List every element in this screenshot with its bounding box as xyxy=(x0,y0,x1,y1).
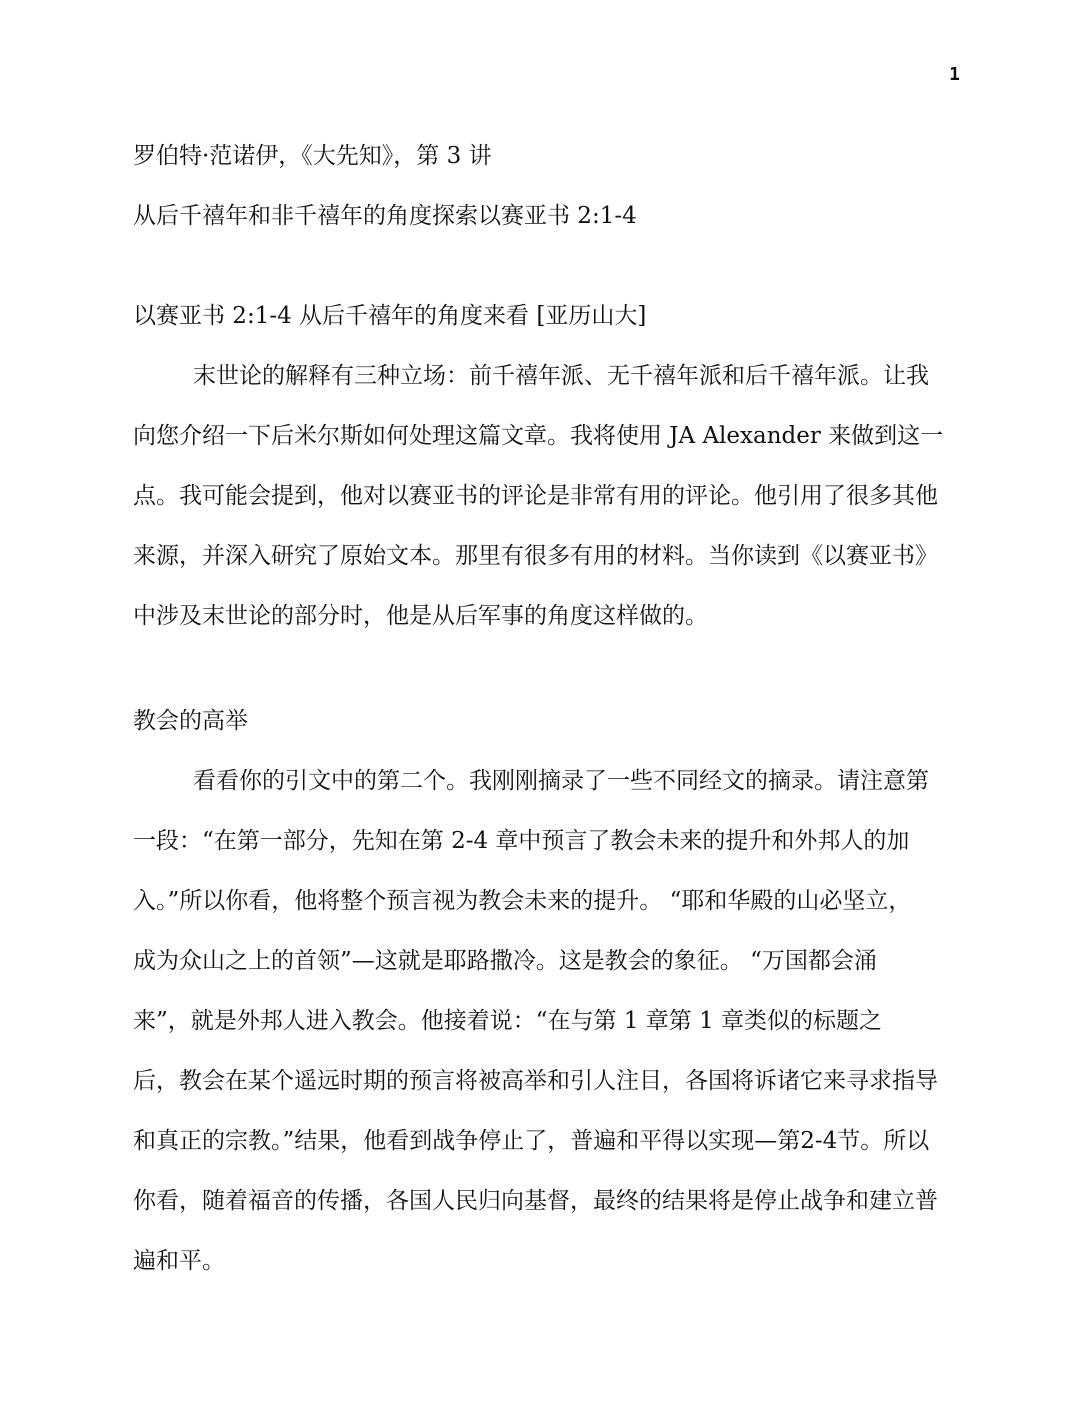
paragraph-line: 向您介绍一下后米尔斯如何处理这篇文章。我将使用 JA Alexander 来做到这一 xyxy=(133,423,944,449)
paragraph-line: 你看，随着福音的传播，各国人民归向基督，最终的结果将是停止战争和建立普 xyxy=(133,1188,938,1214)
page-number: 1 xyxy=(949,64,960,85)
section-heading-church-exaltation: 教会的高举 xyxy=(133,708,248,734)
paragraph-eschatology xyxy=(133,346,948,646)
paragraph-line: 后，教会在某个遥远时期的预言将被高举和引人注目，各国将诉诸它来寻求指导 xyxy=(133,1068,938,1094)
spacer xyxy=(133,646,948,691)
document-title: 罗伯特·范诺伊，《大先知》，第 3 讲 xyxy=(133,143,492,169)
paragraph-line: 遍和平。 xyxy=(133,1248,225,1274)
paragraph-line: 看看你的引文中的第二个。我刚刚摘录了一些不同经文的摘录。请注意第 xyxy=(193,768,929,794)
paragraph-line: 成为众山之上的首领”—这就是耶路撒冷。这是教会的象征。 “万国都会涌 xyxy=(133,948,877,974)
paragraph-line: 末世论的解释有三种立场：前千禧年派、无千禧年派和后千禧年派。让我 xyxy=(193,363,929,389)
section-heading-alexander: 以赛亚书 2:1-4 从后千禧年的角度来看 [亚历山大] xyxy=(133,303,647,329)
paragraph-line: 来源，并深入研究了原始文本。那里有很多有用的材料。当你读到《以赛亚书》 xyxy=(133,543,938,569)
document-body xyxy=(133,126,948,1291)
paragraph-line: 和真正的宗教。”结果，他看到战争停止了，普遍和平得以实现—第2-4节。所以 xyxy=(133,1128,930,1154)
paragraph-line: 来”，就是外邦人进入教会。他接着说：“在与第 1 章第 1 章类似的标题之 xyxy=(133,1008,883,1034)
spacer xyxy=(133,246,948,286)
paragraph-quotes xyxy=(133,751,948,1291)
paragraph-line: 一段：“在第一部分，先知在第 2-4 章中预言了教会未来的提升和外邦人的加 xyxy=(133,828,910,854)
paragraph-line: 入。”所以你看，他将整个预言视为教会未来的提升。 “耶和华殿的山必坚立， xyxy=(133,888,912,914)
paragraph-line: 中涉及末世论的部分时，他是从后军事的角度这样做的。 xyxy=(133,603,708,629)
paragraph-line: 点。我可能会提到，他对以赛亚书的评论是非常有用的评论。他引用了很多其他 xyxy=(133,483,938,509)
document-subtitle: 从后千禧年和非千禧年的角度探索以赛亚书 2:1-4 xyxy=(133,203,637,229)
